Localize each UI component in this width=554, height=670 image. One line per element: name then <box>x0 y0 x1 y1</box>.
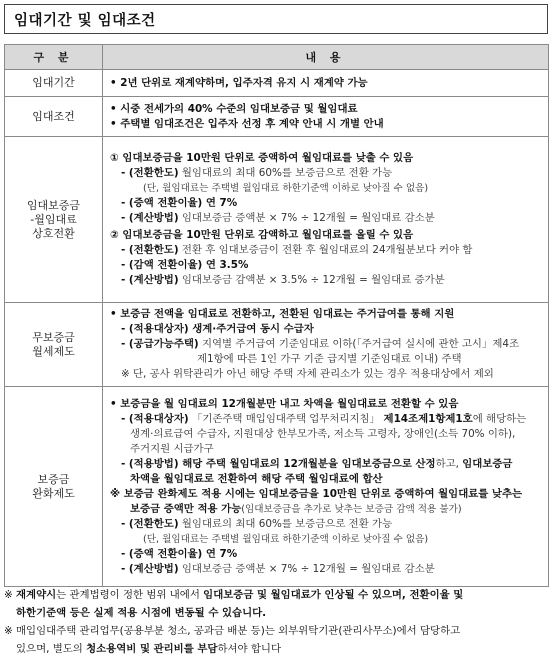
conditions-line-1: • 시중 전세가의 40% 수준의 임대보증금 및 월임대료 <box>110 102 358 115</box>
footnote-management: ※ 매입임대주택 관리업무(공용부분 청소, 공과금 배분 등)는 외부위탁기관(관리사무소)에서 담당하고 <box>4 625 461 637</box>
footnote-renewal-cont: 하한기준액 등은 실제 적용 시점에 변동될 수 있습니다. <box>16 607 267 619</box>
conversion-increase-limit: - (전환한도) 월임대료의 최대 60%를 보증금으로 전환 가능 <box>121 167 393 179</box>
footnotes <box>4 586 550 658</box>
conditions-line-2: • 주택별 임대조건은 입주자 선정 후 계약 안내 시 개별 안내 <box>110 117 384 130</box>
no-deposit-housing: - (공급가능주택) 지역별 주거급여 기준임대료 이하(「주거급여 실시에 관한 고시」제4조 <box>121 338 520 350</box>
conversion-increase-calc: - (계산방법) 임대보증금 증액분 × 7% ÷ 12개월 = 월임대료 감소분 <box>121 212 435 224</box>
no-deposit-housing-cont: 제1항에 따른 1인 가구 기준 급지별 기준임대료 이내) 주택 <box>197 353 462 365</box>
row-label-conversion: 임대보증금 -월임대료 상호전환 <box>5 137 103 303</box>
conversion-decrease-rate: - (감액 전환이율) 연 3.5% <box>121 259 249 271</box>
relief-limit: - (전환한도) 월임대료의 최대 60%를 보증금으로 전환 가능 <box>121 517 393 530</box>
table-row-period <box>5 70 549 97</box>
conversion-increase-heading: ① 임대보증금을 10만원 단위로 증액하여 월임대료를 낮출 수 있음 <box>110 152 414 164</box>
conversion-decrease-calc: - (계산방법) 임대보증금 감액분 × 3.5% ÷ 12개월 = 월임대료 증가분 <box>121 274 445 286</box>
table-row-relief <box>5 387 549 587</box>
relief-note-cont: 보증금 증액만 적용 가능(임대보증금을 추가로 낮추는 보증금 감액 적용 불가) <box>130 502 462 515</box>
footnote-renewal: ※ 재계약시는 관계법령이 정한 범위 내에서 임대보증금 및 월임대료가 인상될 수 있으며, 전환이율 및 <box>4 589 464 601</box>
footnote-management-cont: 있으며, 별도의 청소용역비 및 관리비를 부담하셔야 합니다 <box>16 643 281 655</box>
table-row-conditions <box>5 97 549 137</box>
relief-target-cont-1: 생계·의료급여 수급자, 지원대상 한부모가족, 저소득 고령자, 장애인(소득 70% 이하), <box>130 427 516 440</box>
conversion-decrease-limit: - (전환한도) 전환 후 임대보증금이 전환 후 월임대료의 24개월분보다 커야 함 <box>121 244 473 256</box>
lease-terms-table <box>4 44 549 587</box>
header-content: 내 용 <box>103 45 549 70</box>
section-title: 임대기간 및 임대조건 <box>4 4 548 34</box>
no-deposit-heading: • 보증금 전액을 임대료로 전환하고, 전환된 임대료는 주거급여를 통해 지원 <box>110 308 455 320</box>
conversion-increase-rate: - (증액 전환이율) 연 7% <box>121 197 238 209</box>
header-category: 구 분 <box>5 45 103 70</box>
table-row-conversion <box>5 137 549 303</box>
row-label-relief: 보증금 완화제도 <box>5 387 103 587</box>
period-line: • 2년 단위로 재계약하며, 입주자격 유지 시 재계약 가능 <box>110 76 368 89</box>
relief-heading: • 보증금을 월 임대료의 12개월분만 내고 차액을 월임대료로 전환할 수 있음 <box>110 397 459 410</box>
table-row-no-deposit <box>5 303 549 387</box>
relief-note: ※ 보증금 완화제도 적용 시에는 임대보증금을 10만원 단위로 증액하여 월임대료를 낮추는 <box>110 487 523 500</box>
row-label-no-deposit: 무보증금 월세제도 <box>5 303 103 387</box>
no-deposit-target: - (적용대상자) 생계·주거급여 동시 수급자 <box>121 323 314 335</box>
relief-method: - (적용방법) 해당 주택 월임대료의 12개월분을 임대보증금으로 산정하고, 임대보증금 <box>121 457 513 470</box>
relief-calc: - (계산방법) 임대보증금 증액분 × 7% ÷ 12개월 = 월임대료 감소분 <box>121 562 435 575</box>
row-label-conditions: 임대조건 <box>5 97 103 137</box>
no-deposit-exclusion: ※ 단, 공사 위탁관리가 아닌 해당 주택 자체 관리소가 있는 경우 적용대상에서 제외 <box>121 368 494 380</box>
table-header-row <box>5 45 549 70</box>
row-label-period: 임대기간 <box>5 70 103 97</box>
relief-target-cont-2: 주거지원 시급가구 <box>130 442 214 455</box>
conversion-increase-note: (단, 월임대료는 주택별 월임대료 하한기준액 이하로 낮아질 수 없음) <box>143 183 429 194</box>
relief-rate: - (증액 전환이율) 연 7% <box>121 547 238 560</box>
relief-limit-note: (단, 월임대료는 주택별 월임대료 하한기준액 이하로 낮아질 수 없음) <box>143 533 429 545</box>
relief-method-cont: 차액을 월임대료로 전환하여 해당 주택 월임대료에 합산 <box>130 472 383 485</box>
conversion-decrease-heading: ② 임대보증금을 10만원 단위로 감액하고 월임대료를 올릴 수 있음 <box>110 229 414 241</box>
relief-target: - (적용대상자) 「기존주택 매입임대주택 업무처리지침」 제14조제1항제1호에 해당하는 <box>121 412 527 425</box>
